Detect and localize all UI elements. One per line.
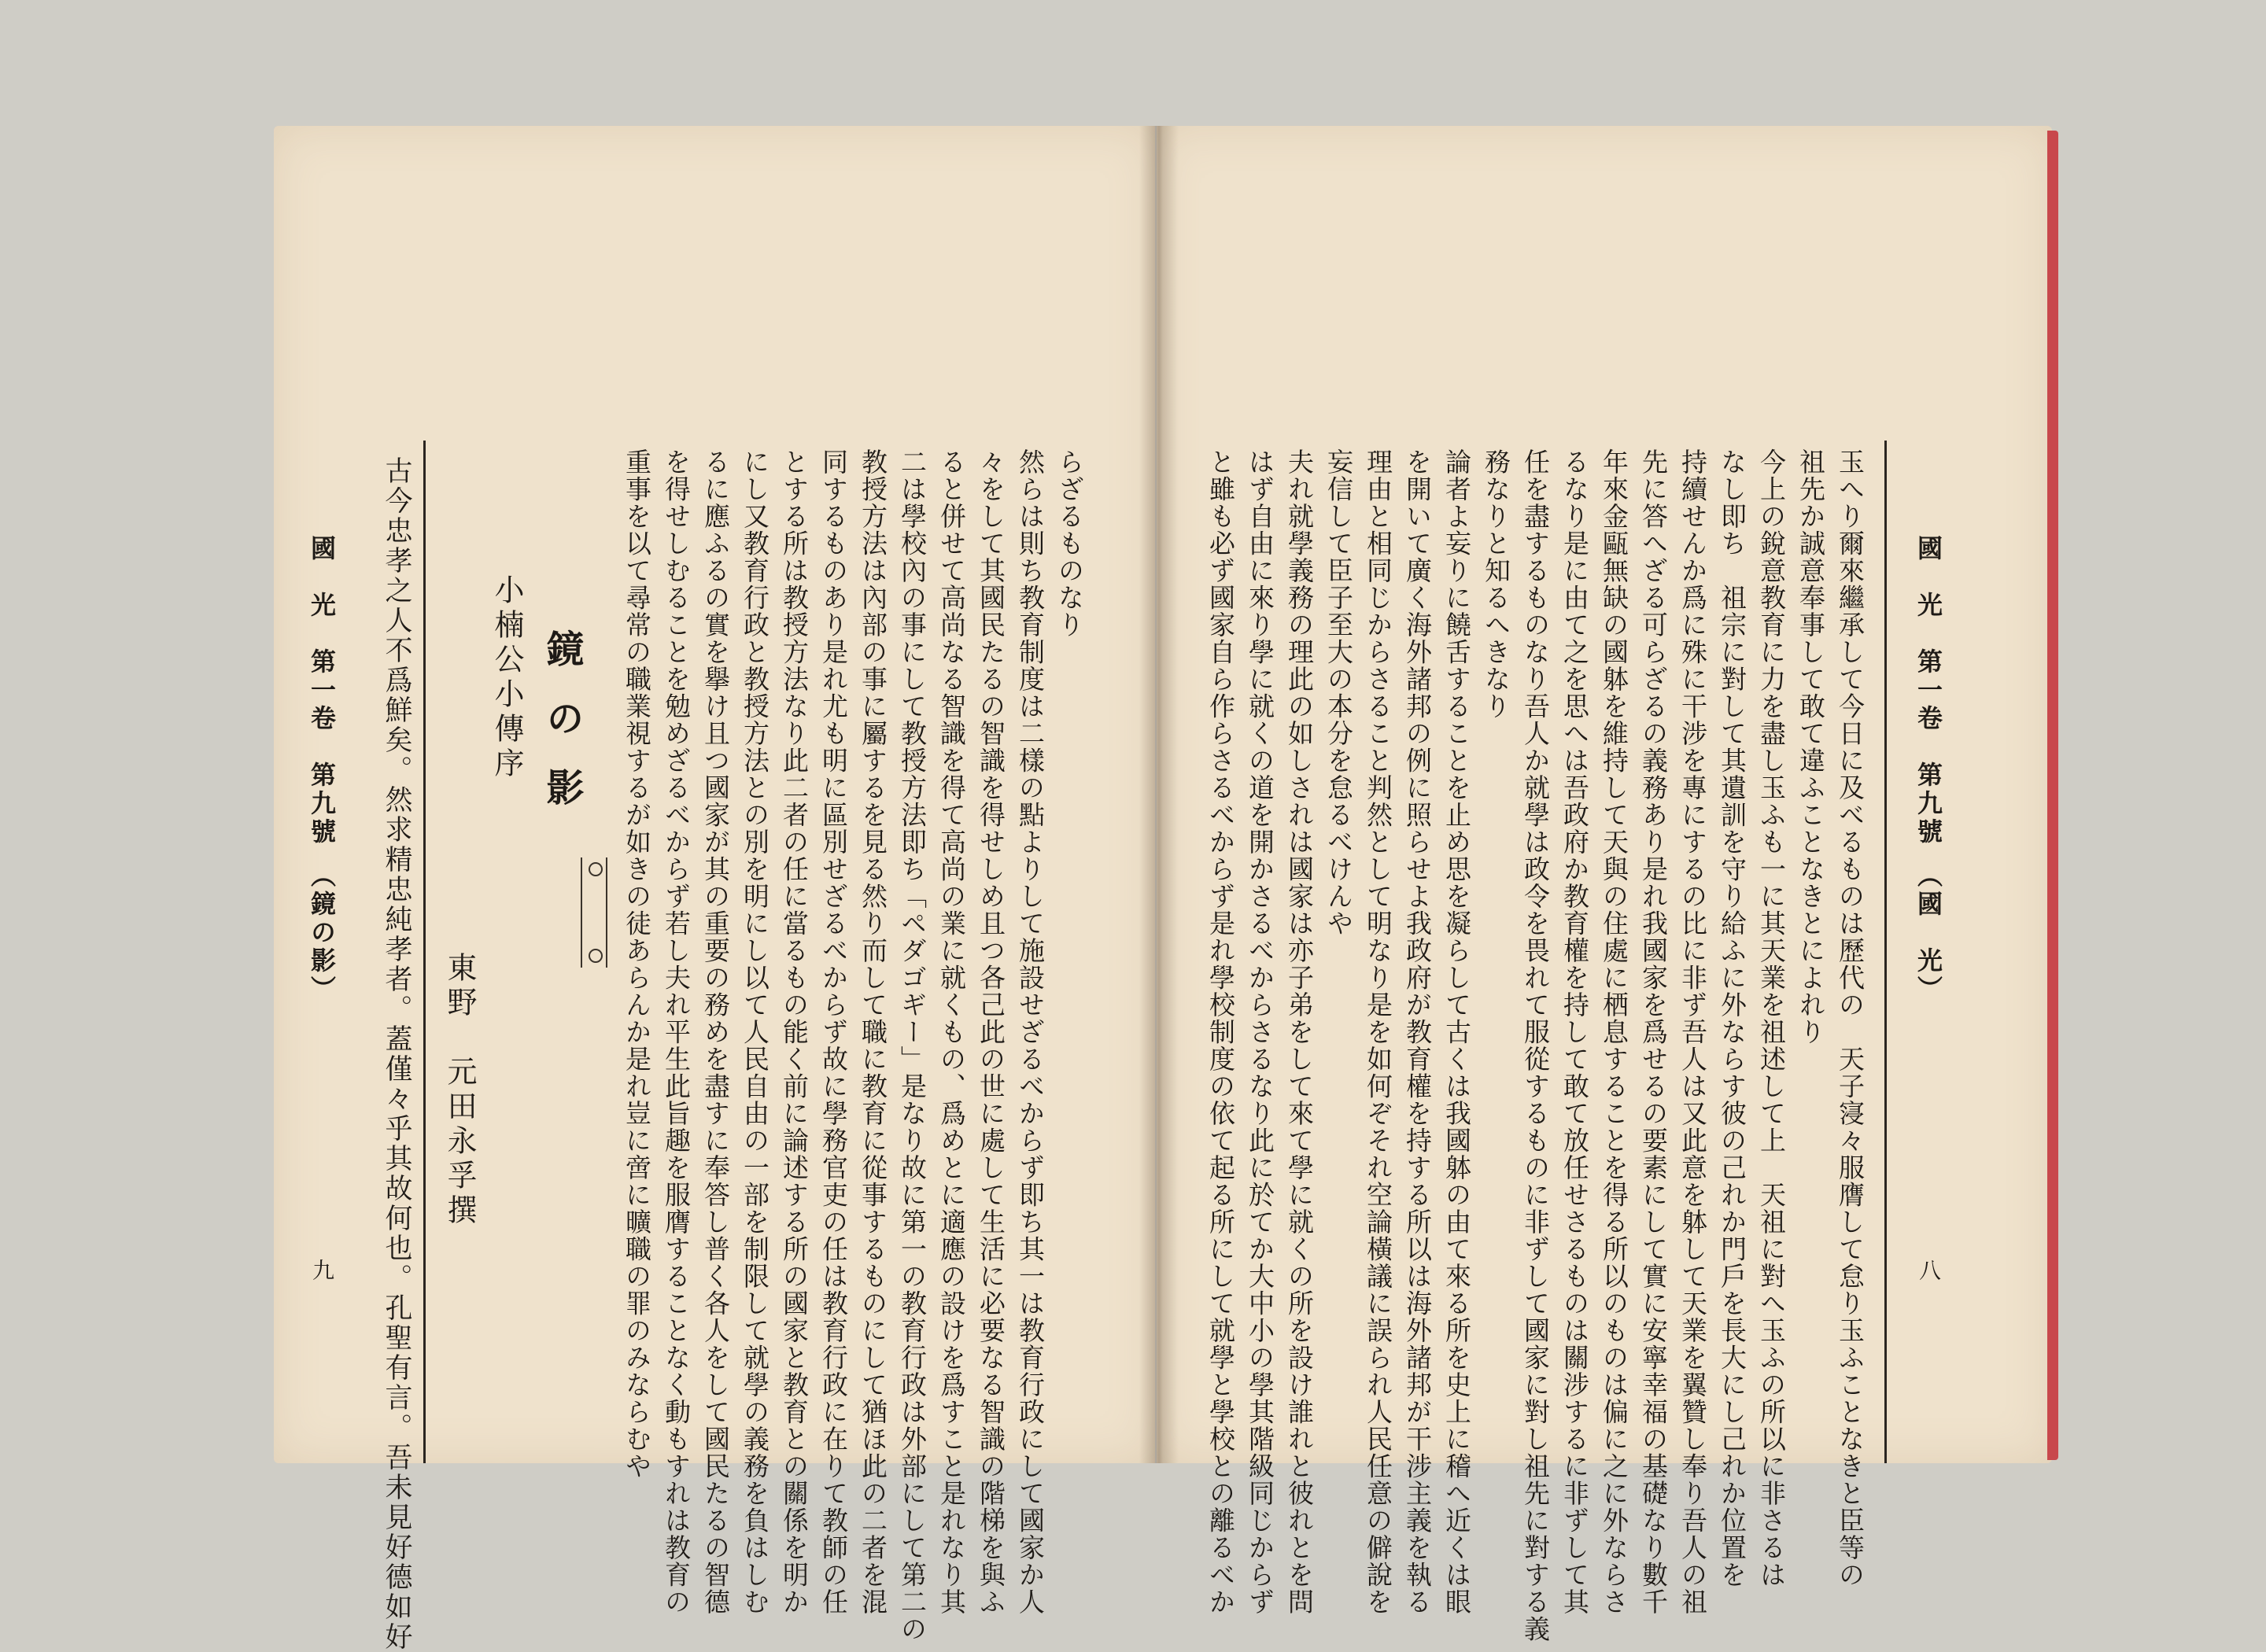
left-body-line: 々をして其國民たるの智識を得せしめ且つ各己此の世に處して生活に必要なる智識の階梯を與ふ xyxy=(976,448,1006,1616)
section-rule xyxy=(423,441,426,1463)
right-body-line: るなり是に由て之を思へは吾政府か教育權を持して敢て放任せさるものは關涉するに非ずして其 xyxy=(1559,448,1590,1616)
right-body-line: 任を盡するものなり吾人か就學は政令を畏れて服從するものに非ずして國家に對し祖先に對する義 xyxy=(1520,448,1551,1643)
right-page xyxy=(1157,126,2052,1643)
left-page-number: 九 xyxy=(309,1259,335,1282)
right-header-rule xyxy=(1884,441,1887,1463)
author-line: 東野 元田永孚撰 xyxy=(442,952,477,1229)
left-body-line: にし又教育行政と教授方法との別を明にし以て人民自由の一部を制限して就學の義務を負はしむ xyxy=(740,448,770,1616)
left-body-line: るに應ふるの實を擧け且つ國家が其の重要の務めを盡すに奉答し普く各人をして國民たるの智德 xyxy=(700,448,731,1616)
right-body-line: 祖先か誠意奉事して敢て違ふことなきとによれり xyxy=(1795,448,1826,1045)
left-running-header: 國 光 第一卷 第九號 （鏡の影） xyxy=(307,535,337,1004)
right-running-header: 國 光 第一卷 第九號 （國 光） xyxy=(1914,535,1943,1004)
section-title: 鏡の影 xyxy=(540,629,584,837)
left-body-line: 教授方法は內部の事に屬するを見る然り而して職に教育に從事するものにして猶ほ此の二者を混 xyxy=(858,448,888,1616)
right-body-line: を開いて廣く海外諸邦の例に照らせよ我政府が教育權を持する所以は海外諸邦が干涉主義を執る xyxy=(1402,448,1433,1616)
left-body-line: 然らは則ち教育制度は二樣の點よりして施設せざるべからず即ち其一は教育行政にして國家か人 xyxy=(1015,448,1046,1616)
right-body-line: 年來金甌無缺の國躰を維持して天與の住處に栖息することを得る所以のものは偏に之に外ならさ xyxy=(1599,448,1629,1616)
left-body-line: らざるものなり xyxy=(1054,448,1085,639)
cover-edge xyxy=(2047,131,2058,1460)
right-body-line: 先に答へざる可らざるの義務あり是れ我國家を爲せるの要素にして實に安寧幸福の基礎なり數千 xyxy=(1638,448,1669,1616)
right-body-line: 論者よ妄りに饒舌することを止め思を凝らして古くは我國躰の由て來る所を史上に稽へ近くは眼 xyxy=(1441,448,1472,1616)
left-body-line: 二は學校內の事にして教授方法即ち「ペダゴギー」是なり故に第一の教育行政は外部にして第二の xyxy=(897,448,928,1643)
right-body-line: 理由と相同じからさること判然として明なり是を如何ぞそれ空論橫議に誤られ人民任意の僻說を xyxy=(1363,448,1393,1616)
right-body-line: 務なりと知るへきなり xyxy=(1481,448,1511,720)
right-body-line: はず自由に來り學に就くの道を開かさるべからさるなり此に於てか大中小の學其階級同じからず xyxy=(1245,448,1275,1616)
right-body-line: 玉へり爾來繼承して今日に及べるものは歷代の 天子寖々服膺して怠り玉ふことなきと臣等の xyxy=(1835,448,1866,1588)
article-title: 小楠公小傳序 xyxy=(489,574,524,782)
right-body-line: 夫れ就學義務の理此の如しされは國家は亦子弟をして來て學に就くの所を設け誰れと彼れとを問 xyxy=(1284,448,1315,1616)
left-page xyxy=(274,126,1155,1652)
right-body-line: 妄信して臣子至大の本分を怠るべけんや xyxy=(1323,448,1354,937)
left-body-line: とする所は教授方法なり此二者の任に當るもの能く前に論述する所の國家と教育との關係を明か xyxy=(779,448,810,1616)
right-body-line: 持續せんか爲に殊に干涉を專にするの比に非ず吾人は又此意を躰して天業を翼贊し奉り吾人の祖 xyxy=(1677,448,1708,1616)
left-body-line: 同するものあり是れ尤も明に區別せざるべからず故に學務官吏の任は教育行政に在りて教師の任 xyxy=(818,448,849,1616)
left-body-line: ると併せて高尚なる智識を得て高尚の業に就くもの、爲めとに適應の設けを爲すこと是れなり其 xyxy=(936,448,967,1616)
right-body-line: なし即ち 祖宗に對して其遺訓を守り給ふに外ならす彼の己れか門戶を長大にし己れか位置を xyxy=(1717,448,1747,1588)
right-page-number: 八 xyxy=(1916,1259,1942,1282)
right-body-line: 今上の銳意教育に力を盡し玉ふも一に其天業を祖述して上 天祖に對へ玉ふの所以に非さるは xyxy=(1756,448,1787,1588)
book-spread xyxy=(274,126,2052,1652)
title-ornament xyxy=(581,857,607,968)
left-body-line: 重事を以て尋常の職業視するが如きの徒あらんか是れ豈に啻に曠職の罪のみならむや xyxy=(622,448,652,1480)
preface-line-1: 古今忠孝之人不爲鮮矣。然求精忠純孝者。蓋僅々乎其故何也。孔聖有言。吾未見好德如好 xyxy=(381,456,412,1652)
left-body-line: を得せしむることを勉めざるべからず若し夫れ平生此旨趣を服膺することなく動もすれは教育の xyxy=(661,448,692,1616)
right-body-line: と雖も必ず國家自ら作らさるべからず是れ學校制度の依て起る所にして就學と學校との離るべか xyxy=(1205,448,1236,1616)
